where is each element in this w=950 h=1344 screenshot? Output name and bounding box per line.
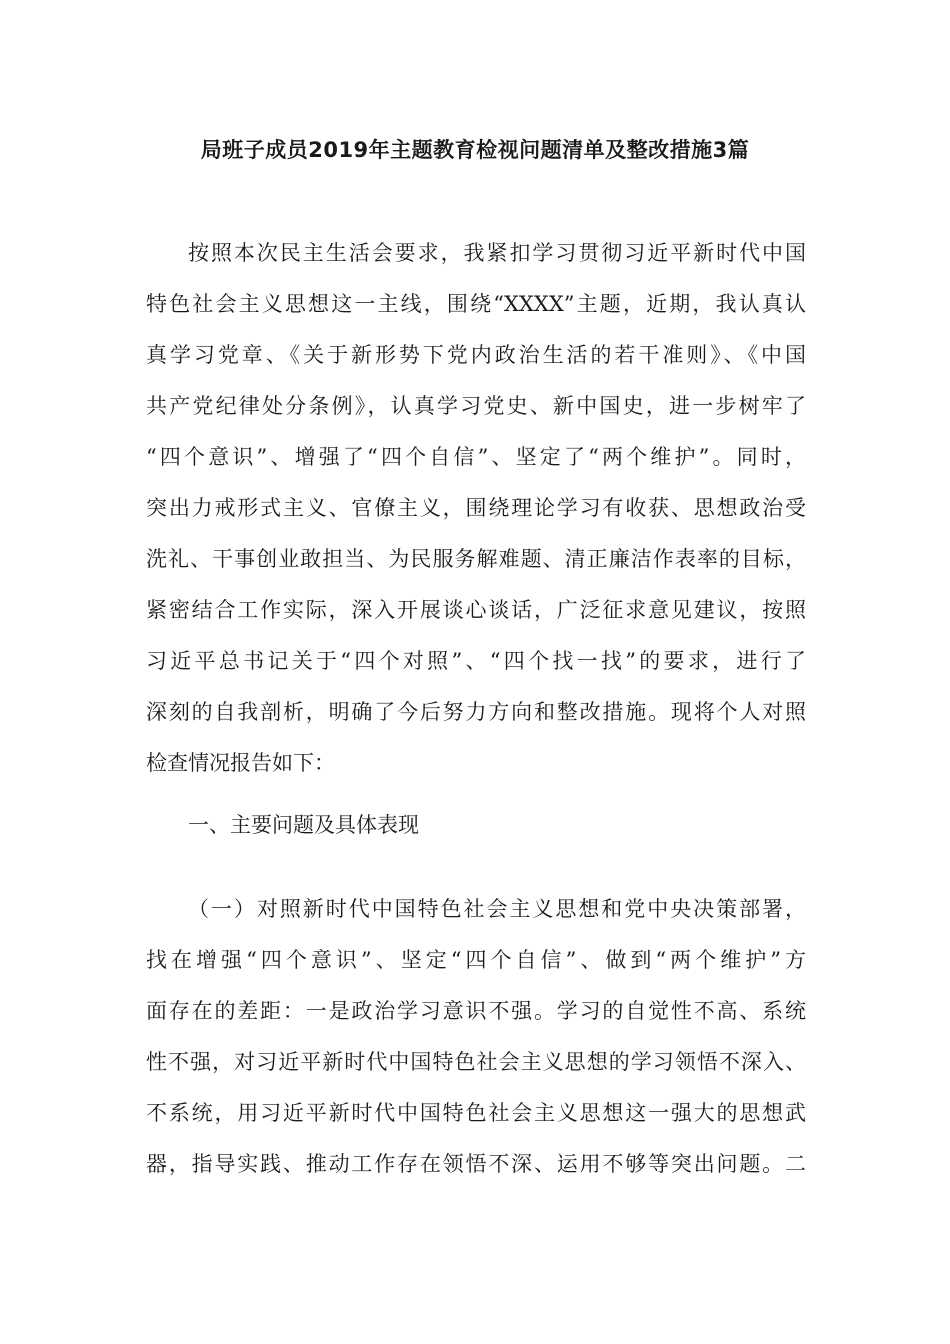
paragraph-line: 洗礼、干事创业敢担当、为民服务解难题、清正廉洁作表率的目标，: [146, 547, 806, 571]
issues-paragraph: [146, 884, 806, 1190]
intro-paragraph: [146, 228, 806, 789]
document-title: 局班子成员2019年主题教育检视问题清单及整改措施3篇: [200, 138, 750, 162]
paragraph-line: 突出力戒形式主义、官僚主义，围绕理论学习有收获、思想政治受: [146, 496, 806, 520]
section-heading: 一、主要问题及具体表现: [188, 813, 419, 837]
paragraph-line: （一）对照新时代中国特色社会主义思想和党中央决策部署，: [188, 897, 806, 921]
paragraph-line: 器，指导实践、推动工作存在领悟不深、运用不够等突出问题。二: [146, 1152, 806, 1176]
paragraph-line: 特色社会主义思想这一主线，围绕“XXXX”主题，近期，我认真认: [146, 292, 806, 316]
paragraph-line: 习近平总书记关于“四个对照”、“四个找一找”的要求，进行了: [146, 649, 806, 673]
paragraph-line: 真学习党章、《关于新形势下党内政治生活的若干准则》、《中国: [146, 343, 806, 367]
paragraph-line: 检查情况报告如下：: [146, 751, 335, 775]
paragraph-line: 面存在的差距：一是政治学习意识不强。学习的自觉性不高、系统: [146, 999, 806, 1023]
paragraph-line: 找在增强“四个意识”、坚定“四个自信”、做到“两个维护”方: [146, 948, 806, 972]
paragraph-line: 不系统，用习近平新时代中国特色社会主义思想这一强大的思想武: [146, 1101, 806, 1125]
paragraph-line: 深刻的自我剖析，明确了今后努力方向和整改措施。现将个人对照: [146, 700, 806, 724]
paragraph-line: 共产党纪律处分条例》，认真学习党史、新中国史，进一步树牢了: [146, 394, 806, 418]
section-heading-block: [146, 800, 806, 851]
paragraph-line: 紧密结合工作实际，深入开展谈心谈话，广泛征求意见建议，按照: [146, 598, 806, 622]
paragraph-line: “四个意识”、增强了“四个自信”、坚定了“两个维护”。同时，: [146, 445, 806, 469]
paragraph-line: 性不强，对习近平新时代中国特色社会主义思想的学习领悟不深入、: [146, 1050, 806, 1074]
paragraph-line: 按照本次民主生活会要求，我紧扣学习贯彻习近平新时代中国: [188, 241, 806, 265]
